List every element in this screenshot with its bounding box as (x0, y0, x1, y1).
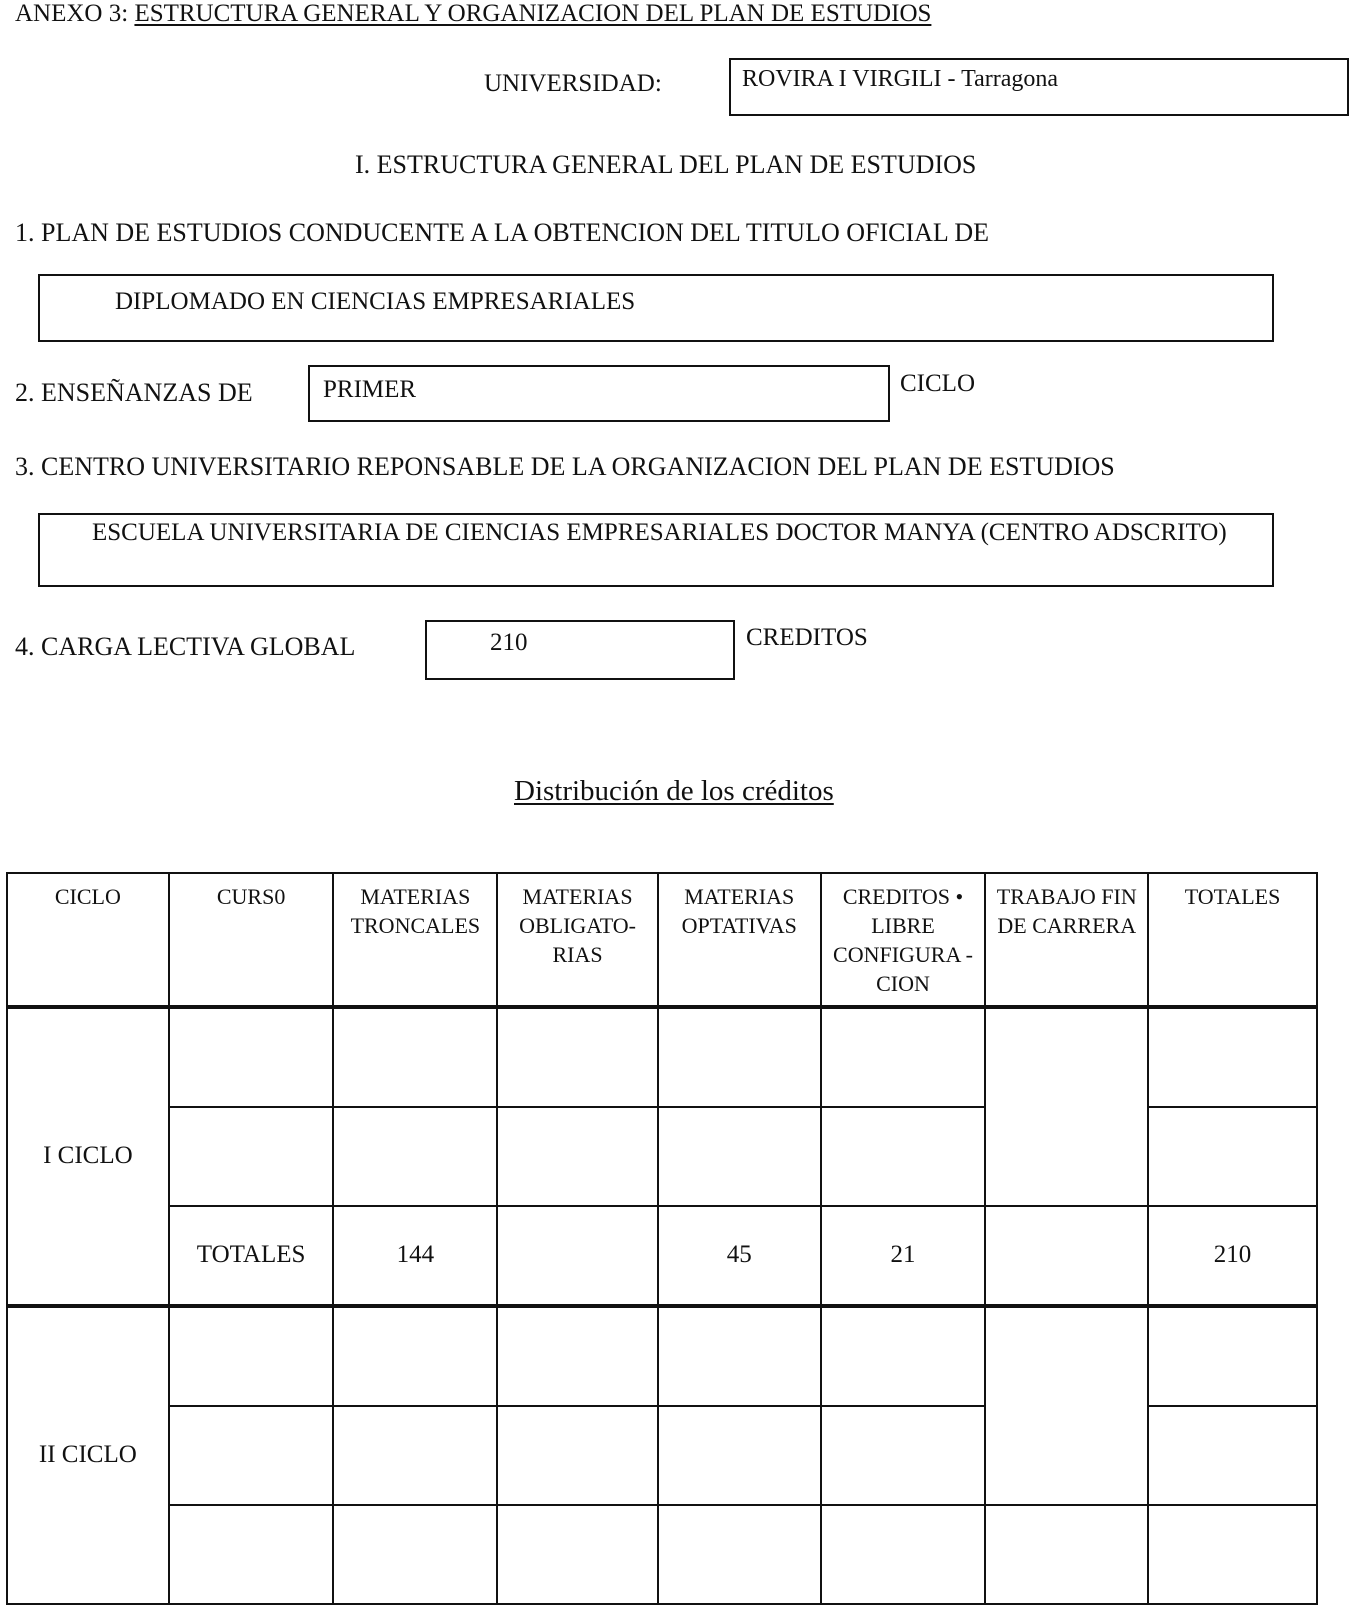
table-cell (821, 1107, 986, 1206)
table-cell (985, 1306, 1148, 1505)
table-cell (333, 1406, 497, 1505)
table-cell (333, 1505, 497, 1604)
ciclo1-optativas: 45 (658, 1206, 821, 1306)
ensenanzas-label: 2. ENSEÑANZAS DE (15, 378, 253, 407)
titulo-value: DIPLOMADO EN CIENCIAS EMPRESARIALES (115, 288, 636, 315)
table-cell (658, 1107, 821, 1206)
credit-distribution-table (6, 872, 1318, 1605)
centro-label: 3. CENTRO UNIVERSITARIO REPONSABLE DE LA ORGANIZACION DEL PLAN DE ESTUDIOS (15, 452, 1115, 481)
header-troncales: MATERIAS TRONCALES (333, 873, 497, 1007)
table-row (7, 1007, 1317, 1107)
table-cell (1148, 1505, 1317, 1604)
centro-value: ESCUELA UNIVERSITARIA DE CIENCIAS EMPRESARIALES DOCTOR MANYA (CENTRO ADSCRITO) (92, 519, 1227, 546)
annex-prefix: ANEXO 3: (15, 0, 135, 27)
header-obligatorias: MATERIAS OBLIGATO- RIAS (497, 873, 658, 1007)
carga-label: 4. CARGA LECTIVA GLOBAL (15, 632, 356, 661)
header-optativas: MATERIAS OPTATIVAS (658, 873, 821, 1007)
table-cell (821, 1007, 986, 1107)
table-cell (1148, 1107, 1317, 1206)
table-cell (333, 1107, 497, 1206)
table-header-row (7, 873, 1317, 1007)
ciclo1-trabajo (985, 1206, 1148, 1306)
table-cell (985, 1505, 1148, 1604)
ensenanzas-value: PRIMER (323, 376, 417, 403)
carga-suffix: CREDITOS (746, 624, 868, 651)
table-cell (821, 1505, 986, 1604)
table-cell (169, 1406, 334, 1505)
header-libre-configuracion: CREDITOS • LIBRE CONFIGURA -CION (821, 873, 986, 1007)
section-title: I. ESTRUCTURA GENERAL DEL PLAN DE ESTUDIOS (355, 150, 977, 179)
table-cell (333, 1007, 497, 1107)
table-cell (497, 1505, 658, 1604)
table-cell (1148, 1406, 1317, 1505)
titulo-label: 1. PLAN DE ESTUDIOS CONDUCENTE A LA OBTENCION DEL TITULO OFICIAL DE (15, 218, 989, 247)
table-cell (1148, 1007, 1317, 1107)
table-cell (658, 1406, 821, 1505)
table-cell (497, 1107, 658, 1206)
table-cell (985, 1007, 1148, 1206)
table-cell (821, 1306, 986, 1406)
universidad-value: ROVIRA I VIRGILI - Tarragona (742, 66, 1059, 92)
header-ciclo: CICLO (7, 873, 169, 1007)
table-row (7, 1505, 1317, 1604)
table-cell (658, 1007, 821, 1107)
ciclo1-label: I CICLO (7, 1007, 169, 1306)
table-cell (497, 1306, 658, 1406)
table-cell (169, 1505, 334, 1604)
annex-title: ESTRUCTURA GENERAL Y ORGANIZACION DEL PLAN DE ESTUDIOS (134, 0, 932, 27)
table-cell (658, 1505, 821, 1604)
ciclo2-label: II CICLO (7, 1306, 169, 1604)
annex-header (15, 0, 931, 28)
table-cell (169, 1007, 334, 1107)
header-curso: CURS0 (169, 873, 334, 1007)
table-cell (658, 1306, 821, 1406)
table-cell (821, 1406, 986, 1505)
ciclo1-obligatorias (497, 1206, 658, 1306)
ciclo1-libre: 21 (821, 1206, 986, 1306)
table-row (7, 1306, 1317, 1406)
carga-field (425, 620, 735, 680)
table-cell (169, 1107, 334, 1206)
ciclo1-troncales: 144 (333, 1206, 497, 1306)
table-cell (497, 1007, 658, 1107)
ciclo1-totales: 210 (1148, 1206, 1317, 1306)
table-cell (169, 1306, 334, 1406)
table-cell (497, 1406, 658, 1505)
table-cell (1148, 1306, 1317, 1406)
universidad-label: UNIVERSIDAD: (484, 70, 662, 97)
header-trabajo-fin-carrera: TRABAJO FIN DE CARRERA (985, 873, 1148, 1007)
ciclo1-totals-label: TOTALES (169, 1206, 334, 1306)
carga-value: 210 (490, 629, 528, 656)
ciclo1-totals-row (7, 1206, 1317, 1306)
ensenanzas-suffix: CICLO (900, 370, 975, 397)
distribution-title: Distribución de los créditos (514, 775, 834, 807)
table-cell (333, 1306, 497, 1406)
header-totales: TOTALES (1148, 873, 1317, 1007)
